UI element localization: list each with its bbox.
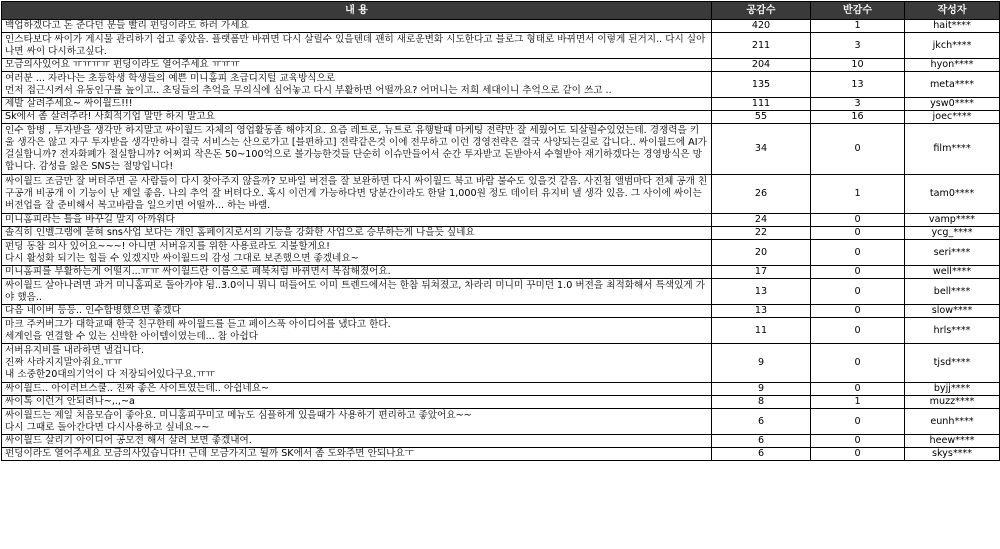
dislikes-count: 0 xyxy=(811,383,905,396)
dislikes-count: 0 xyxy=(811,266,905,279)
table-row xyxy=(2,72,1000,98)
table-row xyxy=(2,435,1000,448)
header-dislikes: 반감수 xyxy=(811,2,905,20)
likes-count: 6 xyxy=(712,448,811,461)
dislikes-count: 0 xyxy=(811,448,905,461)
likes-count: 111 xyxy=(712,98,811,111)
likes-count: 34 xyxy=(712,124,811,175)
comment-text: 마크 주커버그가 대학교때 한국 친구한테 싸이월드를 듣고 페이스푹 아이디어를 냈다고 한다. 세계인을 연결할 수 있는 신박한 아이템이였는데... 참 아쉽다 xyxy=(2,318,712,344)
table-row xyxy=(2,344,1000,383)
likes-count: 13 xyxy=(712,305,811,318)
author-id: hait**** xyxy=(905,20,1000,33)
table-row xyxy=(2,266,1000,279)
dislikes-count: 0 xyxy=(811,240,905,266)
author-id: slow**** xyxy=(905,305,1000,318)
comment-text: 싸이월드 살리기 아이디어 공모전 해서 살려 보면 좋겠내여. xyxy=(2,435,712,448)
author-id: film**** xyxy=(905,124,1000,175)
author-id: eunh**** xyxy=(905,409,1000,435)
dislikes-count: 0 xyxy=(811,214,905,227)
header-author: 작성자 xyxy=(905,2,1000,20)
header-likes: 공감수 xyxy=(712,2,811,20)
dislikes-count: 0 xyxy=(811,318,905,344)
likes-count: 9 xyxy=(712,383,811,396)
dislikes-count: 3 xyxy=(811,98,905,111)
table-row xyxy=(2,305,1000,318)
comment-text: Sk에서 좀 살려주라! 사회적기업 말만 하지 말고요 xyxy=(2,111,712,124)
likes-count: 17 xyxy=(712,266,811,279)
likes-count: 13 xyxy=(712,279,811,305)
author-id: hrls**** xyxy=(905,318,1000,344)
header-content: 내 용 xyxy=(2,2,712,20)
comment-text: 싸이월드 살아나려면 과거 미니홈피로 돌아가야 됨..3.0이니 뭐니 떠들어도 이미 트렌드에서는 한참 뒤쳐졌고, 차라리 미니미 꾸미던 1.0 버전을 최적화해서 특색있게 가야 했음.. xyxy=(2,279,712,305)
table-row xyxy=(2,98,1000,111)
likes-count: 55 xyxy=(712,111,811,124)
dislikes-count: 3 xyxy=(811,33,905,59)
table-row xyxy=(2,33,1000,59)
table-row xyxy=(2,175,1000,214)
dislikes-count: 0 xyxy=(811,227,905,240)
table-row xyxy=(2,409,1000,435)
header-row xyxy=(2,2,1000,20)
table-row xyxy=(2,59,1000,72)
comment-text: 싸이톡 이런거 안되려나~,.,~a xyxy=(2,396,712,409)
dislikes-count: 10 xyxy=(811,59,905,72)
dislikes-count: 1 xyxy=(811,20,905,33)
likes-count: 22 xyxy=(712,227,811,240)
comments-table xyxy=(1,1,1000,461)
dislikes-count: 0 xyxy=(811,435,905,448)
comment-text: 펀딩이라도 열어주세요 모금의사있습니다!! 근데 모금가지고 될까 SK에서 좀 도와주면 안되나요ㅜ xyxy=(2,448,712,461)
table-row xyxy=(2,227,1000,240)
author-id: jkch**** xyxy=(905,33,1000,59)
likes-count: 420 xyxy=(712,20,811,33)
comment-text: 제발 살려주세요~ 싸이월드!!! xyxy=(2,98,712,111)
comment-text: 여러분 ... 자라나는 초등학생 학생들의 예쁜 미니홈피 초급디지털 교육방식으로 먼저 접근시켜서 유동인구를 높이고.. 초딩들의 추억을 무의식에 심어놓고 다시 부활하면 어떨까요? 어머니는 저희 세대이니 추억으로 같이 쓰고 .. xyxy=(2,72,712,98)
comment-text: 미니홈피라는 틀을 바꾸길 말지 아까워다 xyxy=(2,214,712,227)
dislikes-count: 16 xyxy=(811,111,905,124)
comment-text: 싸이월드 조금만 잘 버텨주면 곧 사람들이 다시 찾아주지 않을까? 모바일 버전을 잘 보완하면 다시 싸이월드 북고 바람 불수도 있을것 같음. 사진첩 앨범마다 전체 공개 친구공개 비공개 이 기능이 난 제일 좋음. 나의 추억 잘 버텨다오. 혹시 이런게 가능하다면 당분간이라도 한달 1,000원 정도 데이터 유지비 낼 생각 있음. 그 사이에 싸이는 버전업을 잘 준비해서 복고바람을 일으키면 어떨까... 하는 바램. xyxy=(2,175,712,214)
likes-count: 135 xyxy=(712,72,811,98)
comment-text: 다음 네이버 등등.. 인수합병했으면 좋겠다 xyxy=(2,305,712,318)
comment-text: 모금의사있어요 ㅠㅠㅠㅠ 펀딩이라도 열어주세요 ㅠㅠㅠ xyxy=(2,59,712,72)
comment-text: 펀딩 동참 의사 있어요~~~! 아니면 서버유지를 위한 사용료라도 지불할게요! 다시 활성화 되기는 힘들 수 있겠지만 싸이월드의 감성 그대로 보존했으면 좋겠네요~ xyxy=(2,240,712,266)
likes-count: 204 xyxy=(712,59,811,72)
author-id: muzz**** xyxy=(905,396,1000,409)
author-id: ycg_**** xyxy=(905,227,1000,240)
table-row xyxy=(2,448,1000,461)
table-row xyxy=(2,124,1000,175)
likes-count: 9 xyxy=(712,344,811,383)
author-id: well**** xyxy=(905,266,1000,279)
table-row xyxy=(2,383,1000,396)
comment-text: 싸이월드.. 아이러브스쿨.. 진짜 좋은 사이트였는데.. 아쉽네요~ xyxy=(2,383,712,396)
author-id: joec**** xyxy=(905,111,1000,124)
author-id: ysw0**** xyxy=(905,98,1000,111)
author-id: seri**** xyxy=(905,240,1000,266)
table-row xyxy=(2,214,1000,227)
dislikes-count: 13 xyxy=(811,72,905,98)
likes-count: 26 xyxy=(712,175,811,214)
dislikes-count: 0 xyxy=(811,409,905,435)
dislikes-count: 0 xyxy=(811,279,905,305)
likes-count: 6 xyxy=(712,435,811,448)
comment-text: 백업하겠다고 돈 준다던 분들 빨리 펀딩이라도 하러 가세요 xyxy=(2,20,712,33)
likes-count: 211 xyxy=(712,33,811,59)
author-id: tjsd**** xyxy=(905,344,1000,383)
comment-text: 인스타보다 싸이가 게시물 관리하기 쉽고 좋았음. 플랫폼만 바뀌면 다시 살릴수 있을텐데 괜히 새로운변화 시도한다고 블로그 형태로 바뀌면서 이렇게 된거지.. 다시 실아나면 싸이 다시하고싶다. xyxy=(2,33,712,59)
likes-count: 8 xyxy=(712,396,811,409)
likes-count: 20 xyxy=(712,240,811,266)
comment-text: 미니홈피를 부활하는게 어떨지...ㅠㅠ 싸이월드란 이름으로 페북처럼 바뀌면서 복잡해졌어요. xyxy=(2,266,712,279)
table-row xyxy=(2,318,1000,344)
table-row xyxy=(2,20,1000,33)
dislikes-count: 0 xyxy=(811,305,905,318)
table-row xyxy=(2,279,1000,305)
dislikes-count: 0 xyxy=(811,124,905,175)
table-body xyxy=(2,20,1000,461)
table-row xyxy=(2,396,1000,409)
comment-text: 서버유지비를 내라하면 낼겁니다. 진짜 사라지지말아줘요.ㅠㅠ 내 소중한20대의기억이 다 저장되어있다구요.ㅠㅠ xyxy=(2,344,712,383)
comment-text: 솔직히 인벨그램에 묻혀 sns사업 보다는 개인 홈페이지로서의 기능을 강화한 사업으로 승부하는게 나을듯 싶네요 xyxy=(2,227,712,240)
table-row xyxy=(2,111,1000,124)
author-id: vamp**** xyxy=(905,214,1000,227)
likes-count: 11 xyxy=(712,318,811,344)
comment-text: 싸이월드는 제일 처음모습이 좋아요. 미니홈피꾸미고 메뉴도 심플하게 있을때가 사용하기 편리하고 좋았어요~~ 다시 그때로 돌아간다면 다시사용하고 싶네요~~ xyxy=(2,409,712,435)
author-id: bell**** xyxy=(905,279,1000,305)
likes-count: 24 xyxy=(712,214,811,227)
author-id: skys**** xyxy=(905,448,1000,461)
comment-text: 인수 합병 , 투자받을 생각만 하지말고 싸이월드 자체의 영업활동좀 해야지요. 요즘 레트로, 뉴트로 유행탈때 마케팅 전략만 잘 세웠어도 되살릴수있었는데. 경쟁력을 키울 생각은 않고 자구 투자받을 생각만하니 결국 서비스는 산으로가고 [블편하고] 전략같은것 이에 전무하고 이런 경영전략은 결국 사양되는길로 갑니다.. 싸이월드에 AI가 걸실합니까? 전자화폐가 절실합니까? 어쩌피 작은돈 50~100억으로 볼가능한것들 단순히 이슈만들어서 순간 투자받고 돈받아서 수혈받아 재기하겠다는 경영방식은 망합니다. 감성을 잃은 SNS는 절망입니다! xyxy=(2,124,712,175)
author-id: tam0**** xyxy=(905,175,1000,214)
author-id: byjj**** xyxy=(905,383,1000,396)
dislikes-count: 1 xyxy=(811,396,905,409)
likes-count: 6 xyxy=(712,409,811,435)
author-id: hyon**** xyxy=(905,59,1000,72)
dislikes-count: 1 xyxy=(811,175,905,214)
author-id: meta**** xyxy=(905,72,1000,98)
author-id: heew**** xyxy=(905,435,1000,448)
dislikes-count: 0 xyxy=(811,344,905,383)
table-row xyxy=(2,240,1000,266)
